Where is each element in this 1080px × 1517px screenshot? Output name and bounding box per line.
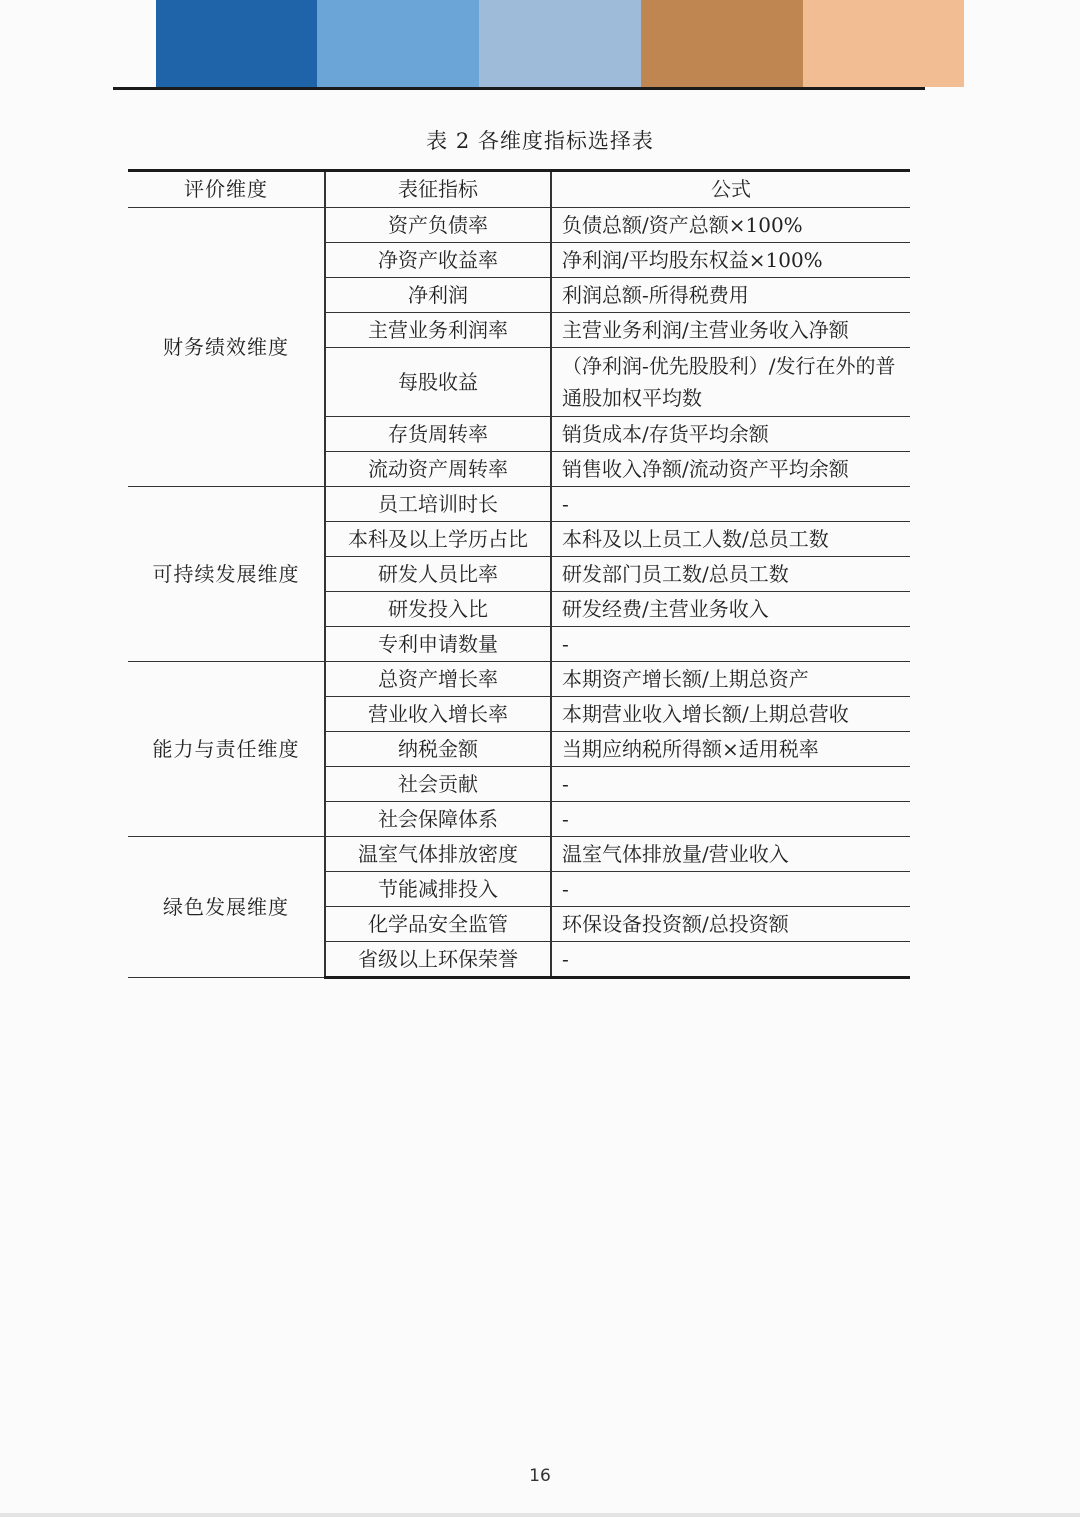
table-row — [128, 837, 910, 872]
indicator-cell: 社会保障体系 — [325, 802, 551, 837]
indicator-cell: 化学品安全监管 — [325, 907, 551, 942]
formula-cell: 主营业务利润/主营业务收入净额 — [551, 313, 910, 348]
indicator-cell: 社会贡献 — [325, 767, 551, 802]
formula-cell: 本科及以上员工人数/总员工数 — [551, 522, 910, 557]
indicator-cell: 营业收入增长率 — [325, 697, 551, 732]
header-rule — [113, 87, 925, 90]
formula-cell: 利润总额-所得税费用 — [551, 278, 910, 313]
formula-cell: 研发经费/主营业务收入 — [551, 592, 910, 627]
header-formula: 公式 — [551, 171, 910, 208]
indicator-cell: 省级以上环保荣誉 — [325, 942, 551, 978]
indicator-cell: 纳税金额 — [325, 732, 551, 767]
formula-cell: 当期应纳税所得额×适用税率 — [551, 732, 910, 767]
formula-cell: - — [551, 767, 910, 802]
indicator-cell: 资产负债率 — [325, 208, 551, 243]
header-bar-1 — [156, 0, 317, 87]
indicator-table — [128, 169, 910, 979]
formula-cell: 本期营业收入增长额/上期总营收 — [551, 697, 910, 732]
indicator-cell: 本科及以上学历占比 — [325, 522, 551, 557]
dimension-cell: 可持续发展维度 — [128, 487, 325, 662]
indicator-cell: 节能减排投入 — [325, 872, 551, 907]
formula-cell: 研发部门员工数/总员工数 — [551, 557, 910, 592]
formula-cell: 负债总额/资产总额×100% — [551, 208, 910, 243]
indicator-cell: 专利申请数量 — [325, 627, 551, 662]
dimension-cell: 能力与责任维度 — [128, 662, 325, 837]
page-bottom-edge — [0, 1513, 1080, 1517]
dimension-cell: 绿色发展维度 — [128, 837, 325, 978]
indicator-cell: 主营业务利润率 — [325, 313, 551, 348]
indicator-cell: 净资产收益率 — [325, 243, 551, 278]
table-body — [128, 208, 910, 978]
table-header-row — [128, 171, 910, 208]
formula-cell: 环保设备投资额/总投资额 — [551, 907, 910, 942]
indicator-cell: 研发投入比 — [325, 592, 551, 627]
formula-cell: 销货成本/存货平均余额 — [551, 417, 910, 452]
page-number: 16 — [529, 1466, 551, 1486]
table-caption: 表 2 各维度指标选择表 — [426, 129, 654, 153]
header-bar-2 — [317, 0, 479, 87]
indicator-cell: 每股收益 — [325, 348, 551, 417]
table-row — [128, 487, 910, 522]
indicator-cell: 净利润 — [325, 278, 551, 313]
formula-cell: （净利润-优先股股利）/发行在外的普通股加权平均数 — [551, 348, 910, 417]
dimension-cell: 财务绩效维度 — [128, 208, 325, 487]
formula-cell: 净利润/平均股东权益×100% — [551, 243, 910, 278]
indicator-cell: 研发人员比率 — [325, 557, 551, 592]
table-row — [128, 208, 910, 243]
header-color-bars — [0, 0, 1080, 87]
formula-cell: - — [551, 627, 910, 662]
indicator-cell: 流动资产周转率 — [325, 452, 551, 487]
formula-cell: 销售收入净额/流动资产平均余额 — [551, 452, 910, 487]
indicator-cell: 总资产增长率 — [325, 662, 551, 697]
header-indicator: 表征指标 — [325, 171, 551, 208]
table-row — [128, 662, 910, 697]
formula-cell: - — [551, 942, 910, 978]
formula-cell: 温室气体排放量/营业收入 — [551, 837, 910, 872]
formula-cell: 本期资产增长额/上期总资产 — [551, 662, 910, 697]
header-bar-4 — [641, 0, 803, 87]
header-dimension: 评价维度 — [128, 171, 325, 208]
indicator-cell: 温室气体排放密度 — [325, 837, 551, 872]
indicator-cell: 存货周转率 — [325, 417, 551, 452]
formula-cell: - — [551, 487, 910, 522]
header-bar-3 — [479, 0, 641, 87]
indicator-cell: 员工培训时长 — [325, 487, 551, 522]
formula-cell: - — [551, 872, 910, 907]
formula-cell: - — [551, 802, 910, 837]
header-bar-5 — [803, 0, 964, 87]
